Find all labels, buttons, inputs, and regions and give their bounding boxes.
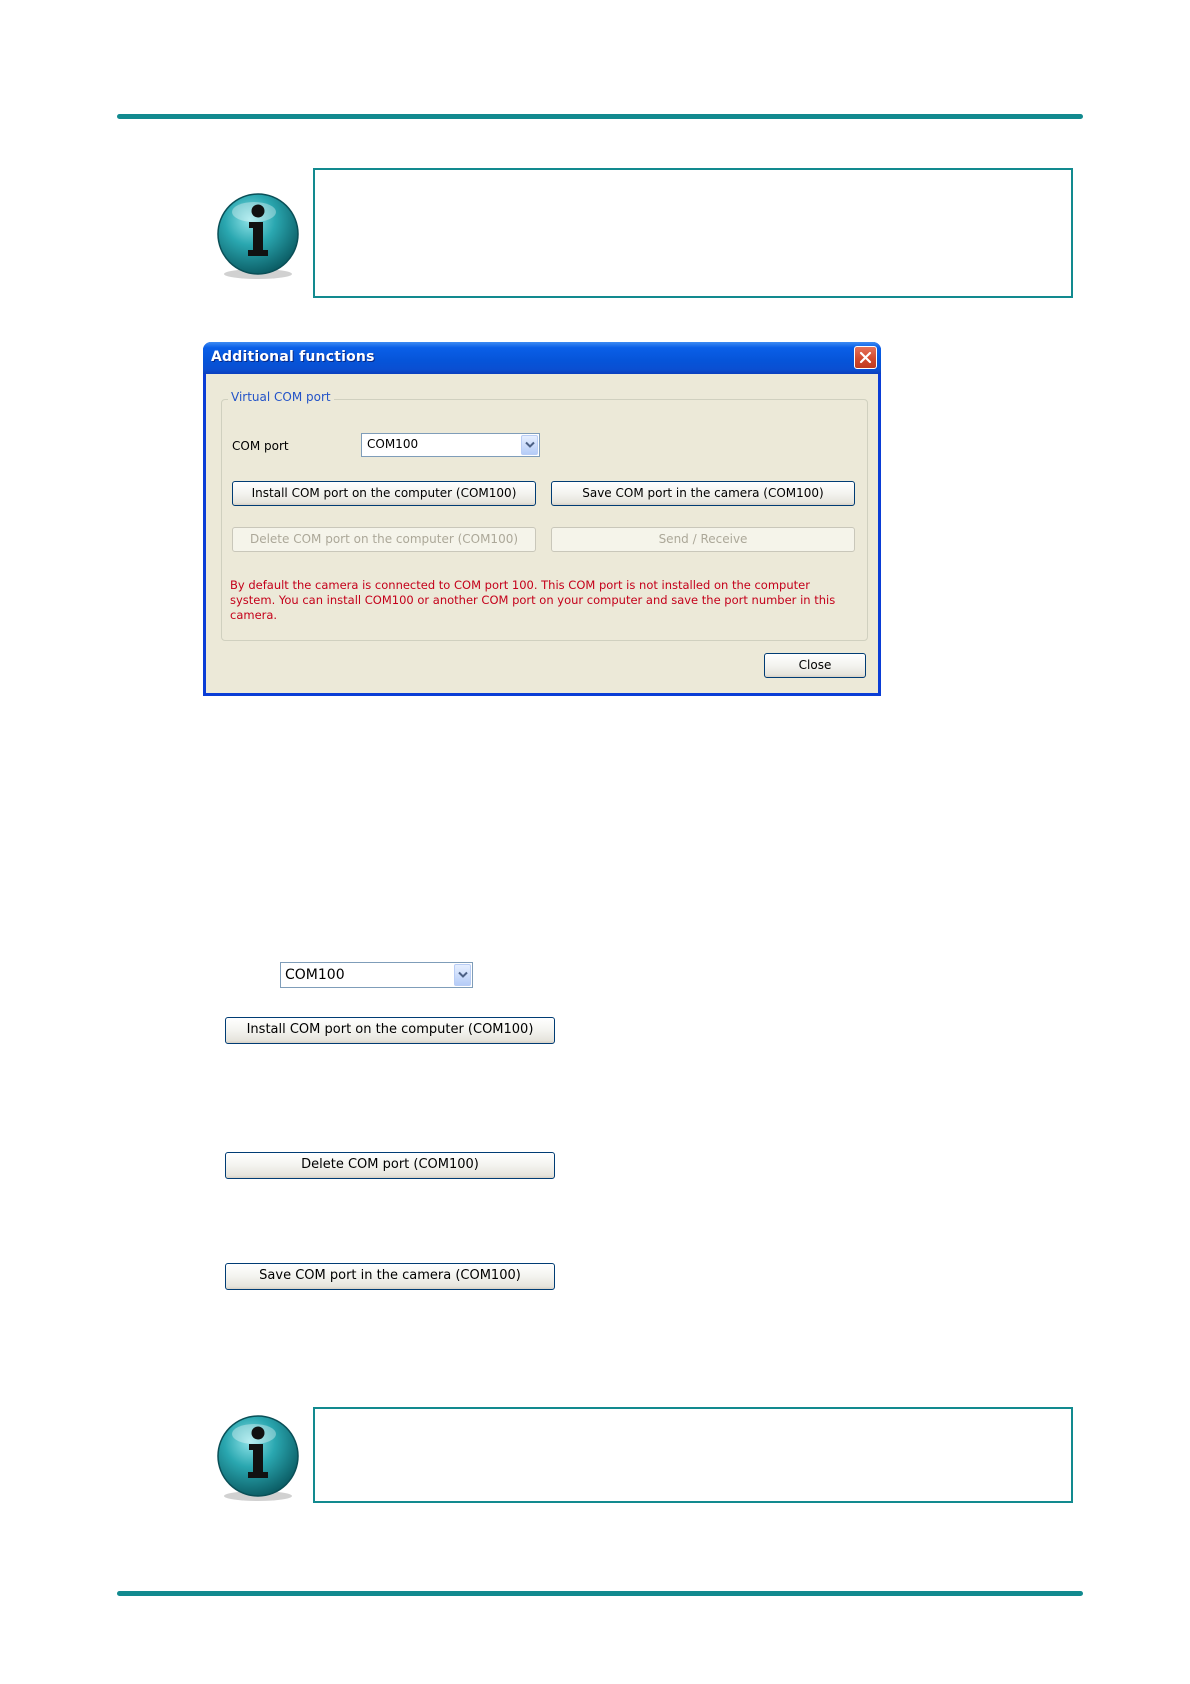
group-label: Virtual COM port [228,390,334,404]
chevron-down-icon[interactable] [521,435,538,455]
sample-save-button[interactable]: Save COM port in the camera (COM100) [225,1263,555,1290]
info-note-box [313,168,1073,298]
chevron-down-icon[interactable] [454,964,471,986]
close-icon[interactable] [854,346,877,369]
install-com-port-button[interactable]: Install COM port on the computer (COM100) [232,481,536,506]
default-port-notice: By default the camera is connected to COM port 100. This COM port is not installed on the computer system. You can install COM100 or another COM port on your computer and save the port number in this camera. [230,578,836,622]
com-port-select[interactable] [361,433,540,457]
info-icon [210,1410,306,1506]
header-rule [117,114,1083,119]
com-port-label: COM port [232,439,289,453]
save-com-port-button[interactable]: Save COM port in the camera (COM100) [551,481,855,506]
sample-com-port-value: COM100 [285,967,345,983]
sample-com-port-select[interactable] [280,962,473,988]
dialog-title-bar[interactable] [203,342,881,374]
sample-install-button[interactable]: Install COM port on the computer (COM100) [225,1017,555,1044]
close-button[interactable]: Close [764,653,866,678]
info-icon [210,188,306,284]
delete-com-port-button: Delete COM port on the computer (COM100) [232,527,536,552]
com-port-value: COM100 [367,437,419,451]
info-note-box [313,1407,1073,1503]
footer-rule [117,1591,1083,1596]
additional-functions-dialog [203,342,881,696]
send-receive-button: Send / Receive [551,527,855,552]
dialog-title: Additional functions [211,349,375,365]
sample-delete-button[interactable]: Delete COM port (COM100) [225,1152,555,1179]
